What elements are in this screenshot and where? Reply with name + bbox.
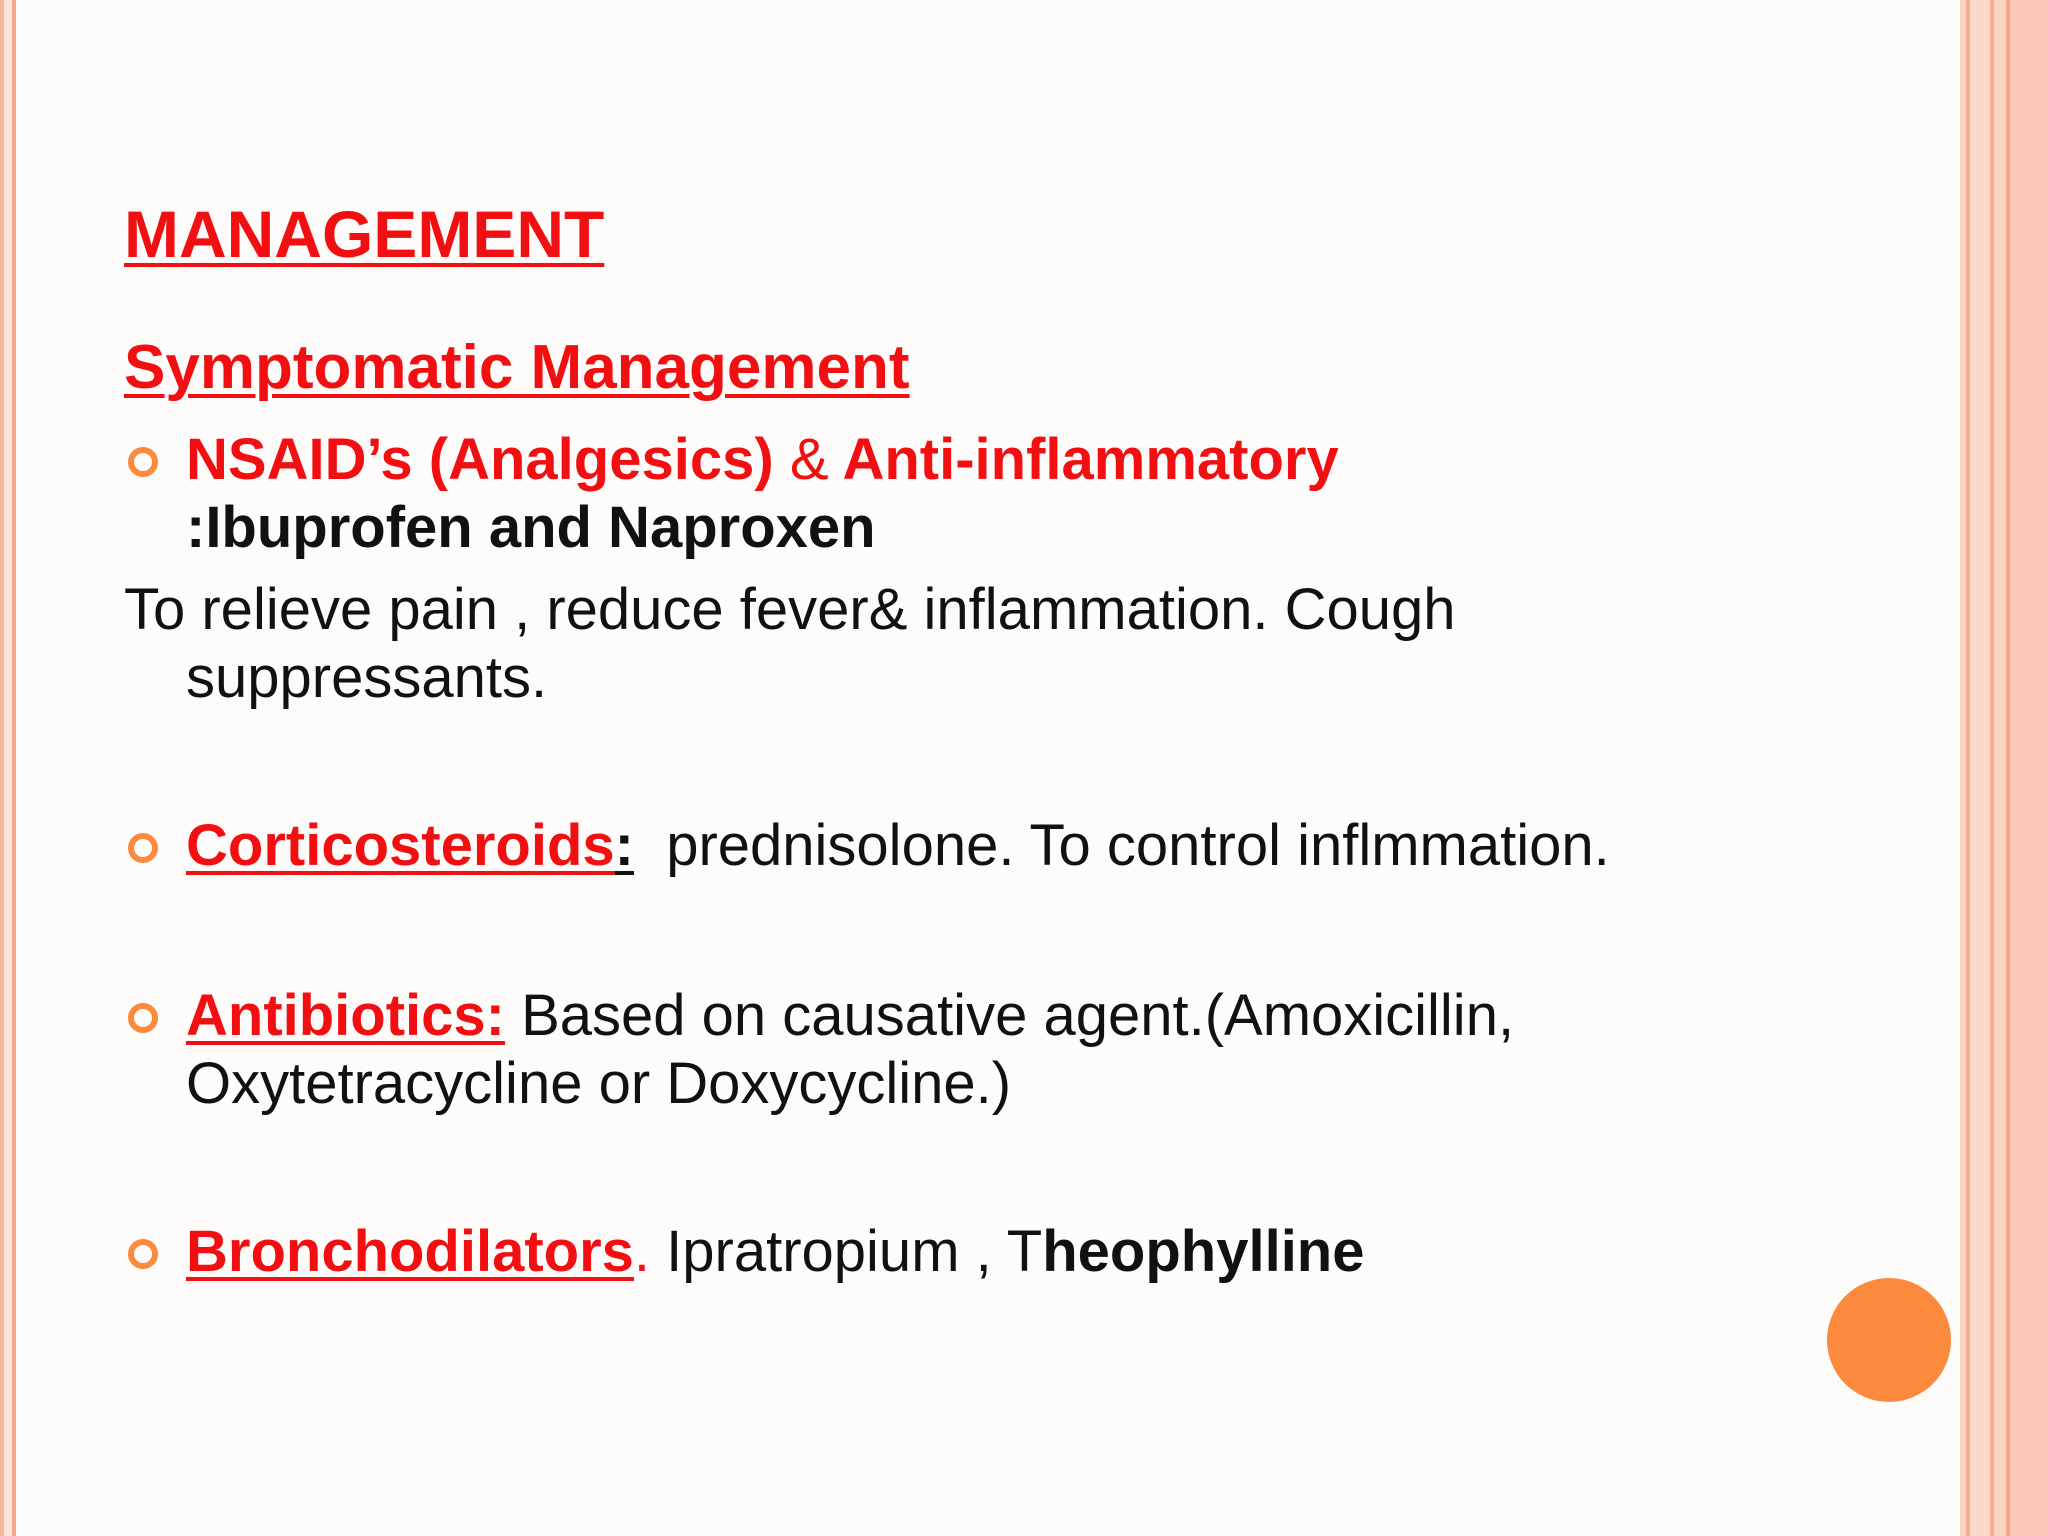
right-border-stripe [1970,0,1990,1536]
corticosteroids-colon: : [614,813,634,878]
bronchodilators-line [186,1218,1365,1286]
antibiotics-line [186,982,1514,1050]
bullet-circle-icon [128,1239,158,1269]
bronchodilators-label: Bronchodilators [186,1219,634,1284]
corticosteroids-detail: prednisolone. To control inflmmation. [633,813,1610,878]
slide-subtitle: Symptomatic Management [124,333,910,402]
paragraph-line-2: suppressants. [186,645,548,710]
bronchodilators-detail: Ipratropium , T [650,1219,1043,1284]
corticosteroids-line [186,812,1610,880]
slide-title: MANAGEMENT [124,197,605,271]
bullet-circle-icon [128,1003,158,1033]
right-border-stripe [1994,0,2006,1536]
nsaids-label-2: Anti-inflammatory [842,427,1339,492]
right-border-stripe [2010,0,2048,1536]
antibiotics-label: Antibiotics: [186,983,505,1048]
bronchodilators-detail-bold: heophylline [1042,1219,1365,1284]
bullet-circle-icon [128,833,158,863]
bronchodilators-dot: . [633,1219,651,1284]
left-border-stripe [4,0,12,1536]
antibiotics-detail: Based on causative agent.(Amoxicillin, [504,983,1515,1048]
nsaids-connector: & [789,427,829,492]
nsaids-line [186,426,1339,494]
nsaids-detail: :Ibuprofen and Naproxen [186,495,876,560]
corticosteroids-label: Corticosteroids [186,813,615,878]
antibiotics-detail-line-2: Oxytetracycline or Doxycycline.) [186,1051,1012,1116]
paragraph-line-1: To relieve pain , reduce fever& inflammation. Cough [124,577,1456,642]
nsaids-label: NSAID’s (Analgesics) [186,427,774,492]
bullet-circle-icon [128,447,158,477]
decorative-orange-circle [1827,1278,1951,1402]
left-border-stripe [12,0,16,1536]
